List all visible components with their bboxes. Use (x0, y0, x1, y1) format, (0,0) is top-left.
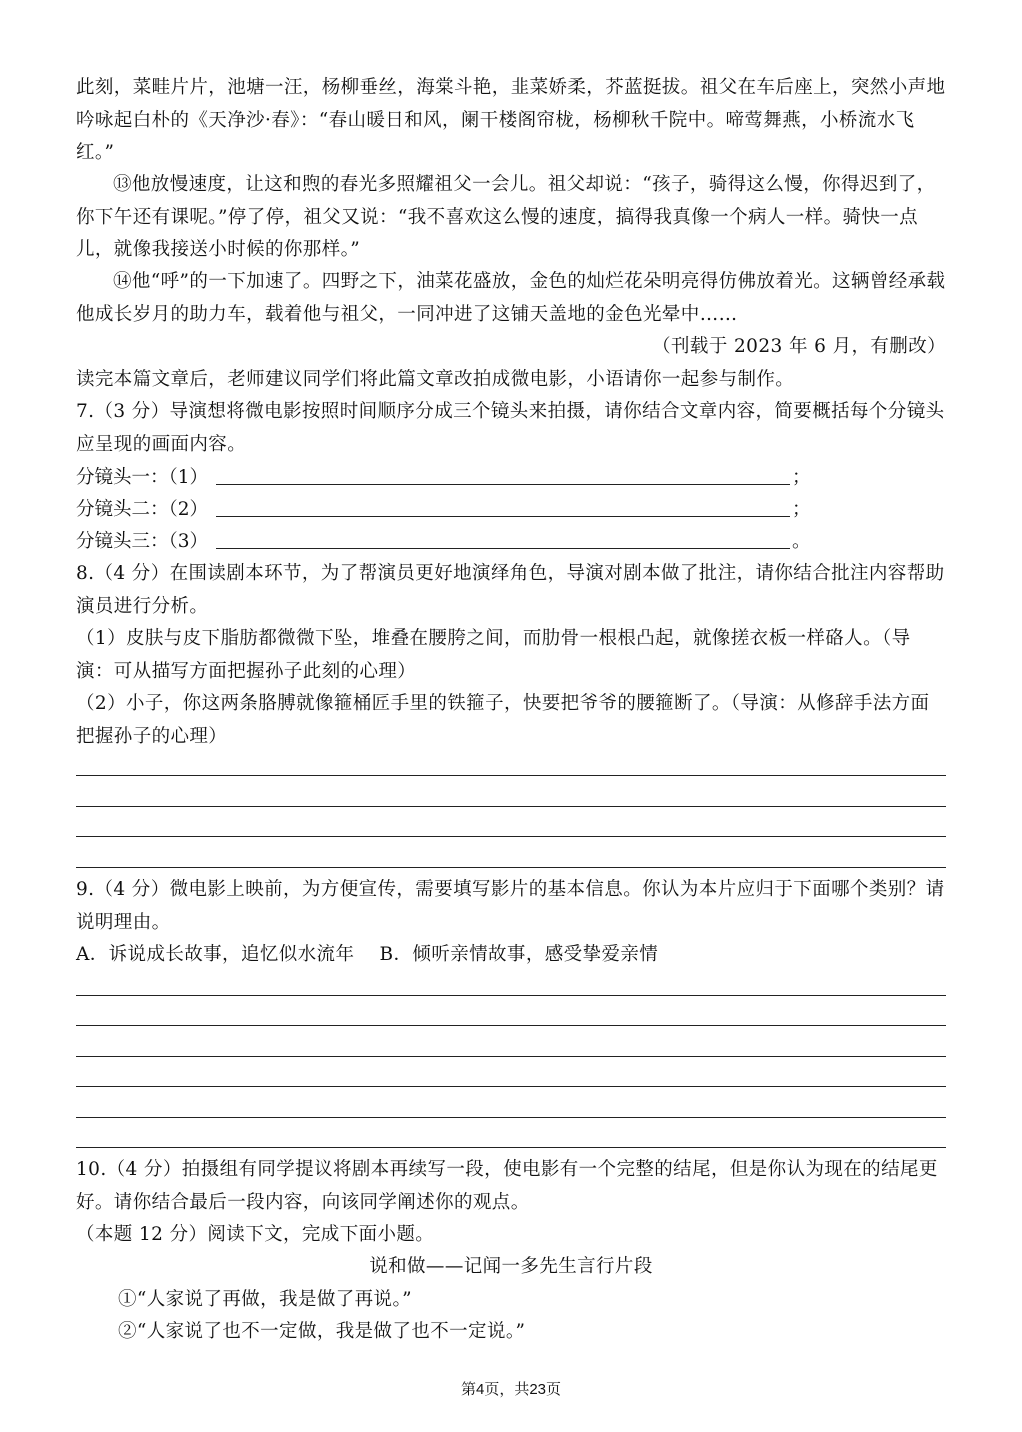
shot-3-end-mark: 。 (792, 531, 811, 552)
passage-source: （刊载于 2023 年 6 月，有删改） (652, 336, 946, 357)
q9-answer-line-3[interactable] (76, 1056, 946, 1057)
passage-paragraph-13: ⑬他放慢速度，让这和煦的春光多照耀祖父一会儿。祖父却说：“孩子，骑得这么慢，你得迟到了，你下午还有课呢。”停了停，祖父又说：“我不喜欢这么慢的速度，搞得我真像一个病人一样。骑快一点儿，就像我接送小时候的你那样。” (76, 174, 936, 260)
question-8-item-2: （2）小子，你这两条胳膊就像箍桶匠手里的铁箍子，快要把爷爷的腰箍断了。（导演：从修辞手法方面把握孙子的心理） (76, 693, 930, 747)
q8-answer-line-1[interactable] (76, 775, 946, 776)
next-section-paragraph-2: ②“人家说了也不一定做，我是做了也不一定说。” (118, 1321, 526, 1342)
q8-answer-line-2[interactable] (76, 806, 946, 807)
shot-1-label: 分镜头一：（1） (76, 467, 209, 488)
q9-answer-line-2[interactable] (76, 1025, 946, 1026)
shot-3-label: 分镜头三：（3） (76, 531, 209, 552)
page-number: 第4页，共23页 (460, 1381, 562, 1398)
q8-answer-line-4[interactable] (76, 867, 946, 868)
question-9-stem: 9.（4 分）微电影上映前，为方便宣传，需要填写影片的基本信息。你认为本片应归于下面哪个类别？请说明理由。 (76, 879, 945, 933)
shot-3-answer-line[interactable] (216, 548, 790, 549)
passage-paragraph-14: ⑭他“呼”的一下加速了。四野之下，油菜花盛放，金色的灿烂花朵明亮得仿佛放着光。这辆曾经承载他成长岁月的助力车，载着他与祖父，一同冲进了这铺天盖地的金色光晕中…… (76, 271, 946, 325)
shot-2-row (76, 494, 946, 526)
q9-answer-line-6[interactable] (76, 1147, 946, 1148)
q8-answer-line-3[interactable] (76, 836, 946, 837)
shot-1-answer-line[interactable] (216, 484, 790, 485)
q9-answer-line-4[interactable] (76, 1086, 946, 1087)
task-intro: 读完本篇文章后，老师建议同学们将此篇文章改拍成微电影，小语请你一起参与制作。 (76, 369, 795, 390)
shot-2-end-mark: ； (792, 499, 811, 520)
question-10-stem: 10.（4 分）拍摄组有同学提议将剧本再续写一段，使电影有一个完整的结尾，但是你认为现在的结尾更好。请你结合最后一段内容，向该同学阐述你的观点。 (76, 1159, 938, 1213)
next-section-paragraph-1: ①“人家说了再做，我是做了再说。” (118, 1289, 412, 1310)
next-section-intro: （本题 12 分）阅读下文，完成下面小题。 (76, 1224, 435, 1245)
shot-2-label: 分镜头二：（2） (76, 499, 209, 520)
shot-1-row (76, 462, 946, 494)
passage-intro-paragraph: 此刻，菜畦片片，池塘一汪，杨柳垂丝，海棠斗艳，韭菜娇柔，芥蓝挺拔。祖父在车后座上，突然小声地吟咏起白朴的《天净沙·春》：“春山暖日和风，阑干楼阁帘栊，杨柳秋千院中。啼莺舞燕，小桥流水飞红。” (76, 77, 946, 163)
shot-2-answer-line[interactable] (216, 516, 790, 517)
q9-answer-line-1[interactable] (76, 995, 946, 996)
question-9-options: A．诉说成长故事，追忆似水流年 B．倾听亲情故事，感受挚爱亲情 (76, 944, 659, 965)
shot-3-row (76, 526, 946, 558)
shot-1-end-mark: ； (792, 467, 811, 488)
question-8-stem: 8.（4 分）在围读剧本环节，为了帮演员更好地演绎角色，导演对剧本做了批注，请你结合批注内容帮助演员进行分析。 (76, 563, 945, 617)
next-section-title: 说和做——记闻一多先生言行片段 (369, 1256, 653, 1277)
question-7-stem: 7.（3 分）导演想将微电影按照时间顺序分成三个镜头来拍摄，请你结合文章内容，简要概括每个分镜头应呈现的画面内容。 (76, 401, 945, 455)
question-8-item-1: （1）皮肤与皮下脂肪都微微下坠，堆叠在腰胯之间，而肋骨一根根凸起，就像搓衣板一样硌人。（导演：可从描写方面把握孙子此刻的心理） (76, 628, 911, 682)
q9-answer-line-5[interactable] (76, 1117, 946, 1118)
